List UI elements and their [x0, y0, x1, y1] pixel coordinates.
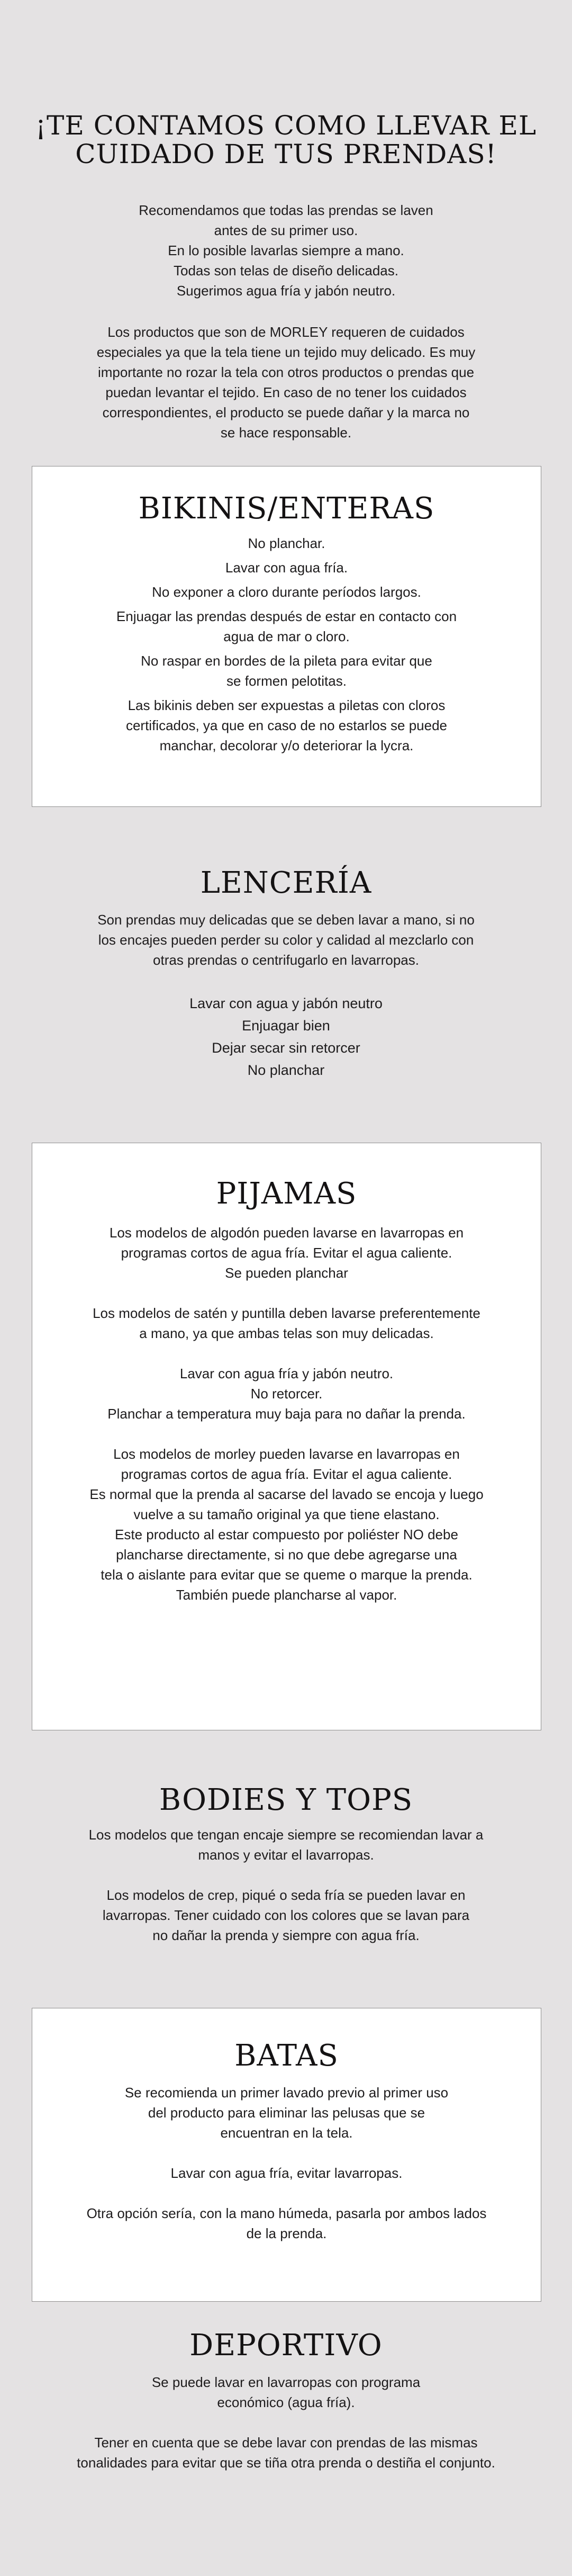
bikinis-item: No exponer a cloro durante períodos largos.	[152, 584, 421, 600]
bikinis-item: No raspar en bordes de la pileta para evitar que se formen pelotitas.	[141, 653, 432, 689]
deportivo-paragraph: Tener en cuenta que se debe lavar con prendas de las mismas tonalidades para evitar que se tiña otra prenda o destiña el conjunto.	[77, 2435, 495, 2471]
deportivo-section	[0, 2329, 572, 2473]
lenceria-step: No planchar	[247, 1062, 325, 1078]
bodies-paragraph: Los modelos que tengan encaje siempre se recomiendan lavar a manos y evitar el lavarropas.	[88, 1827, 484, 1863]
deportivo-paragraph: Se puede lavar en lavarropas con programa económico (agua fría).	[151, 2374, 421, 2410]
lenceria-title: LENCERÍA	[200, 866, 372, 900]
deportivo-title: DEPORTIVO	[189, 2328, 383, 2363]
intro-line: En lo posible lavarlas siempre a mano.	[168, 243, 404, 258]
bodies-section	[0, 1783, 572, 1945]
batas-card	[32, 2008, 541, 2302]
page-title: ¡TE CONTAMOS COMO LLEVAR EL CUIDADO DE TUS PRENDAS!	[35, 110, 537, 169]
batas-title: BATAS	[234, 2039, 339, 2073]
lenceria-step: Enjuagar bien	[242, 1018, 330, 1034]
intro-line: Todas son telas de diseño delicadas.	[174, 263, 398, 279]
lenceria-section	[0, 866, 572, 1081]
bikinis-title: BIKINIS/ENTERAS	[138, 491, 435, 526]
pijamas-card	[32, 1143, 541, 1730]
bikinis-card	[32, 466, 541, 807]
batas-paragraph: Se recomienda un primer lavado previo al primer uso del producto para eliminar las pelusas que se encuentran en la tela.	[124, 2085, 449, 2141]
lenceria-step: Dejar secar sin retorcer	[212, 1040, 360, 1056]
intro-line: Sugerimos agua fría y jabón neutro.	[176, 283, 396, 299]
bikinis-item: Las bikinis deben ser expuestas a piletas con cloros certificados, ya que en caso de no estarlos se puede manchar, decolorar y/o deteriorar la lycra.	[125, 697, 448, 753]
pijamas-title: PIJAMAS	[216, 1177, 357, 1211]
intro-line: Recomendamos que todas las prendas se laven antes de su primer uso.	[139, 202, 433, 238]
batas-paragraph: Lavar con agua fría, evitar lavarropas.	[170, 2165, 403, 2181]
pijamas-paragraph: Los modelos de morley pueden lavarse en lavarropas en programas cortos de agua fría. Evitar el agua caliente. Es normal que la prenda al sacarse del lavado se encoja y luego vuelve a su tamaño original ya que tiene elastano. Este producto al estar compuesto por poliéster NO debe plancharse directamente, si no que debe agregarse una tela o aislante para evitar que se queme o marque la prenda. También puede plancharse al vapor.	[89, 1446, 484, 1603]
lenceria-intro: Son prendas muy delicadas que se deben lavar a mano, si no los encajes pueden perder su color y calidad al mezclarlo con otras prendas o centrifugarlo en lavarropas.	[97, 912, 475, 968]
pijamas-paragraph: Los modelos de algodón pueden lavarse en lavarropas en programas cortos de agua fría. Evitar el agua caliente. Se pueden planchar	[109, 1225, 464, 1281]
batas-paragraph: Otra opción sería, con la mano húmeda, pasarla por ambos lados de la prenda.	[86, 2205, 487, 2241]
morley-note: Los productos que son de MORLEY requeren de cuidados especiales ya que la tela tiene un tejido muy delicado. Es muy importante no rozar la tela con otros productos o prendas que puedan levantar el tejido. En caso de no tener los cuidados correspondientes, el producto se puede dañar y la marca no se hace responsable.	[96, 324, 476, 441]
pijamas-paragraph: Lavar con agua fría y jabón neutro. No retorcer. Planchar a temperatura muy baja para no dañar la prenda.	[107, 1366, 466, 1422]
bikinis-item: Enjuagar las prendas después de estar en contacto con agua de mar o cloro.	[116, 608, 457, 644]
bikinis-item: No planchar.	[248, 535, 325, 551]
bodies-paragraph: Los modelos de crep, piqué o seda fría se pueden lavar en lavarropas. Tener cuidado con los colores que se lavan para no dañar la prenda y siempre con agua fría.	[102, 1887, 470, 1943]
bikinis-item: Lavar con agua fría.	[225, 560, 348, 576]
lenceria-step: Lavar con agua y jabón neutro	[189, 995, 383, 1011]
intro-section	[0, 111, 572, 443]
pijamas-paragraph: Los modelos de satén y puntilla deben lavarse preferentemente a mano, ya que ambas telas son muy delicadas.	[93, 1305, 480, 1341]
bodies-title: BODIES Y TOPS	[159, 1783, 413, 1817]
